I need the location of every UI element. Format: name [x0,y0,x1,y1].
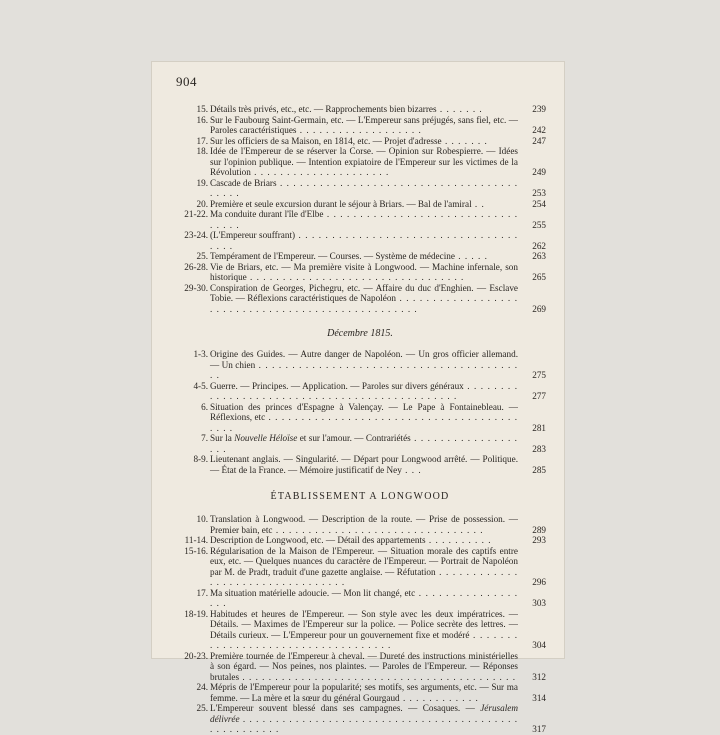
entry-page: 249 [532,167,546,177]
entry-text: Translation à Longwood. — Description de la route. — Prise de possession. — Premier bain, etc . . . . . . . . . . . . . . . . . . . . . . . . . . . . . . . . [210,514,518,535]
entry-page: 304 [532,640,546,650]
entry-number: 15. [196,104,208,114]
entry-text: Sur les officiers de sa Maison, en 1814, etc. — Projet d'adresse . . . . . . . [210,135,488,146]
toc-entry [174,115,546,136]
book-title-italic: Nouvelle Héloïse [234,433,298,443]
book-title-italic: Jérusalem délivrée [210,703,518,724]
entry-text: Origine des Guides. — Autre danger de Napoléon. — Un gros officier allemand. — Un chien . . . . . . . . . . . . . . . . . . . . . . . . . . . . . . . . . . . . . . . . . [210,349,519,380]
toc-entry [174,402,546,434]
dot-leader: . . . . . . . [441,135,488,146]
entry-text: Ma situation matérielle adoucie. — Mon lit changé, etc . . . . . . . . . . . . . . . . . . [210,587,518,608]
dot-leader: . . . . . . . . . . . . . . . . . . . [296,125,422,135]
entry-text: Première tournée de l'Empereur à cheval. — Dureté des instructions ministérielles à son égard. — Nos peines, nos plaintes. — Paroles de l'Empereur. — Réponses brutales . . . . . . . . . . . . . . . . . . . . . . . . . . . . . . . . . . . . . . . . . . [210,650,518,682]
entry-page: 281 [532,422,546,433]
book-page [152,62,564,734]
toc-entry [174,178,546,199]
toc-entry [174,262,546,283]
entry-number: 25. [196,703,208,713]
month-heading: Décembre 1815. [327,328,393,339]
entry-text: Guerre. — Principes. — Application. — Paroles sur divers généraux . . . . . . . . . . . . . . . . . . . . . . . . . . . . . . . . . . . . . . . . . . . . . . [210,380,519,401]
toc-entry [174,251,546,262]
toc-entry [174,349,546,381]
entry-number: 10. [196,514,208,524]
dot-leader: . . . . . . . . . . . . . . . . . . . . . . . . . . . . . . . . . . . . . . . . . [210,359,519,380]
toc-entry [174,703,546,735]
toc-entry [174,514,546,535]
entry-page: 247 [532,135,546,146]
entry-page: 262 [532,240,546,251]
entry-number: 4-5. [193,380,208,391]
dot-leader: . . . . . . . . . . [425,535,492,545]
entry-number: 18-19. [184,608,208,619]
toc-entry [174,546,546,588]
entry-number: 24. [196,682,208,692]
entry-page: 239 [532,104,546,114]
toc-section-november [174,104,546,735]
entry-page: 263 [532,251,546,261]
entry-text: Situation des princes d'Espagne à Valençay. — Le Pape à Fontainebleau. — Réflexions, etc . . . . . . . . . . . . . . . . . . . . . . . . . . . . . . . . . . . . . . . . . . [210,401,519,433]
toc-entry [174,146,546,178]
dot-leader: . . . . . . . . . . . . . . . . . . . . . . . . . . . . . . . . . [210,566,518,587]
entry-text: Première et seule excursion durant le séjour à Briars. — Bal de l'amiral . . [210,198,485,209]
toc-entry [174,651,546,683]
entry-page: 285 [532,464,546,475]
dot-leader: . . . . . . . . . . . . . . . . . . . . . . . . . . . . . . . . [272,524,484,535]
entry-text: Détails très privés, etc., etc. — Rapprochements bien bizarres . . . . . . . [210,104,483,114]
entry-number: 6. [201,401,208,412]
toc-entry [174,104,546,115]
entry-page: 265 [532,272,546,282]
entry-page: 317 [532,724,546,734]
entry-page: 269 [532,303,546,314]
entry-page: 275 [532,370,546,380]
entry-number: 15-16. [184,545,208,556]
entry-page: 289 [532,524,546,535]
dot-leader: . . . . . . . . . . . . [399,692,479,703]
toc-entry [174,283,546,315]
entry-text: Description de Longwood, etc. — Détail des appartements . . . . . . . . . . [210,535,492,545]
dot-leader: . . . . . [454,251,488,261]
entry-page: 253 [532,188,546,198]
entry-page: 312 [532,671,546,682]
dot-leader: . . . . . . . . . . . . . . . . . . . . . . . . . . . . . . . . . . [210,209,518,230]
entry-text: Habitudes et heures de l'Empereur. — Son style avec les deux impératrices. — Détails. — Maximes de l'Empereur sur la police. — Police secrète des lettres. — Détails curieux. — L'Empereur pour un gouvernement fixe et modéré . . . . . . . . . . . . . . . . . . . . . . . . . . . . . . . . . . . [210,608,519,650]
entry-page: 283 [532,443,546,454]
dot-leader: . . . . . . . . . . . . . . . . . . . . . . . . . . . . . . . . . . . [210,629,519,650]
dot-leader: . . . [401,464,422,475]
entry-number: 17. [196,587,208,598]
entry-text: Ma conduite durant l'île d'Elbe . . . . . . . . . . . . . . . . . . . . . . . . . . . . . . . . . . [210,209,518,230]
toc-entry [174,209,546,230]
entry-page: 277 [532,391,546,401]
toc-entry [174,230,546,251]
dot-leader: . . [471,198,485,209]
entry-page: 303 [532,598,546,608]
entry-page: 296 [532,577,546,587]
part-heading: ÉTABLISSEMENT A LONGWOOD [270,491,450,502]
entry-page: 314 [532,692,546,703]
entry-number: 8-9. [193,454,208,464]
dot-leader: . . . . . . . . . . . . . . . . . . . . . . . . . . . . . . . . . . . . . . . . . . . . . . . . . . . . . [210,713,518,734]
entry-text: Sur le Faubourg Saint-Germain, etc. — L'Empereur sans préjugés, sans fiel, etc. — Paroles caractéristiques . . . . . . . . . . . . . . . . . . . [210,114,518,135]
toc-entry [174,535,546,546]
entry-number: 1-3. [193,349,208,359]
toc-entry [174,381,546,402]
toc-entry [174,199,546,210]
entry-text: Vie de Briars, etc. — Ma première visite à Longwood. — Machine infernale, son historique . . . . . . . . . . . . . . . . . . . . . . . . . . . . . . . . . [210,261,518,282]
toc-entry [174,588,546,609]
entry-page: 255 [532,219,546,230]
entry-text: Idée de l'Empereur de se réserver la Corse. — Opinion sur Robespierre. — Idées sur l'opinion publique. — Intention expiatoire de l'Empereur sur les victimes de la Révolution . . . . . . . . . . . . . . . . . . . . . [210,146,518,177]
entry-number: 20-23. [184,650,208,661]
entry-page: 293 [532,535,546,545]
dot-leader: . . . . . . . . . . . . . . . . . . . . . . . . . . . . . . . . . . . . . . . . . . [239,671,517,682]
entry-number: 21-22. [184,209,208,219]
dot-leader: . . . . . . . . . . . . . . . . . . . . . . . . . . . . . . . . . . . . . . . . . [210,177,519,198]
dot-leader: . . . . . . . . . . . . . . . . . . . . . . . . . . . . . . . . . . . . . . . . . . [210,412,519,433]
toc-entry [174,433,546,454]
entry-number: 7. [201,433,208,443]
entry-text: Cascade de Briars . . . . . . . . . . . . . . . . . . . . . . . . . . . . . . . . . . . . . . . . . [210,177,519,198]
page-number: 904 [176,74,197,89]
dot-leader: . . . . . . . . . . . . . . . . . . . [210,433,518,454]
entry-number: 18. [196,146,208,156]
entry-number: 23-24. [184,230,208,240]
entry-number: 16. [196,114,208,125]
dot-leader: . . . . . . . . . . . . . . . . . . . . . . . . . . . . . . . . . . . . . . . . . . . . . . . . . . [210,293,519,314]
entry-text: Conspiration de Georges, Pichegru, etc. — Affaire du duc d'Enghien. — Esclave Tobie. — Réflexions caractéristiques de Napoléon . . . . . . . . . . . . . . . . . . . . . . . . . . . . . . . . . . . . . . . . . . . . . . . . . . [210,282,519,314]
entry-page: 254 [532,198,546,209]
dot-leader: . . . . . . . . . . . . . . . . . . . . . . . . . . . . . . . . . . . . . . . . . . . . . . [210,380,519,401]
entry-text: L'Empereur souvent blessé dans ses campagnes. — Cosaques. — Jérusalem délivrée . . . . . . . . . . . . . . . . . . . . . . . . . . . . . . . . . . . . . . . . . . . . . . . . . . . . . [210,703,518,734]
entry-number: 25. [196,251,208,261]
dot-leader: . . . . . . . . . . . . . . . . . . . . . [250,167,390,177]
entry-number: 19. [196,177,208,188]
dot-leader: . . . . . . . [436,104,483,114]
toc-entry [174,454,546,475]
entry-text: Tempérament de l'Empereur. — Courses. — Système de médecine . . . . . [210,251,488,261]
dot-leader: . . . . . . . . . . . . . . . . . . [210,587,518,608]
dot-leader: . . . . . . . . . . . . . . . . . . . . . . . . . . . . . . . . . [246,272,465,282]
entry-text: Régularisation de la Maison de l'Empereur. — Situation morale des captifs entre eux, etc. — Quelques nuances du caractère de l'Empereur. — Portrait de Napoléon par M. de Pradt, traduit d'une gazette anglaise. — Réfutation . . . . . . . . . . . . . . . . . . . . . . . . . . . . . . . . . [210,545,518,587]
dot-leader: . . . . . . . . . . . . . . . . . . . . . . . . . . . . . . . . . . . . . [210,230,519,251]
entry-text: Lieutenant anglais. — Singularité. — Départ pour Longwood arrêté. — Politique. — État de la France. — Mémoire justificatif de Ney . . . [210,454,518,475]
toc-entry [174,682,546,703]
entry-page: 242 [532,125,546,135]
toc-entry [174,136,546,147]
entry-number: 29-30. [184,282,208,293]
entry-number: 26-28. [184,261,208,272]
toc-entry [174,609,546,651]
entry-text: Mépris de l'Empereur pour la popularité; ses motifs, ses arguments, etc. — Sur ma femme. — La mère et la sœur du général Gourgaud . . . . . . . . . . . . [210,682,518,703]
entry-text: (L'Empereur souffrant) . . . . . . . . . . . . . . . . . . . . . . . . . . . . . . . . . . . . . [210,230,519,251]
entry-number: 20. [196,198,208,209]
entry-number: 17. [196,135,208,146]
entry-number: 11-14. [184,535,208,545]
entry-text: Sur la Nouvelle Héloïse et sur l'amour. — Contrariétés . . . . . . . . . . . . . . . . . . . [210,433,518,454]
